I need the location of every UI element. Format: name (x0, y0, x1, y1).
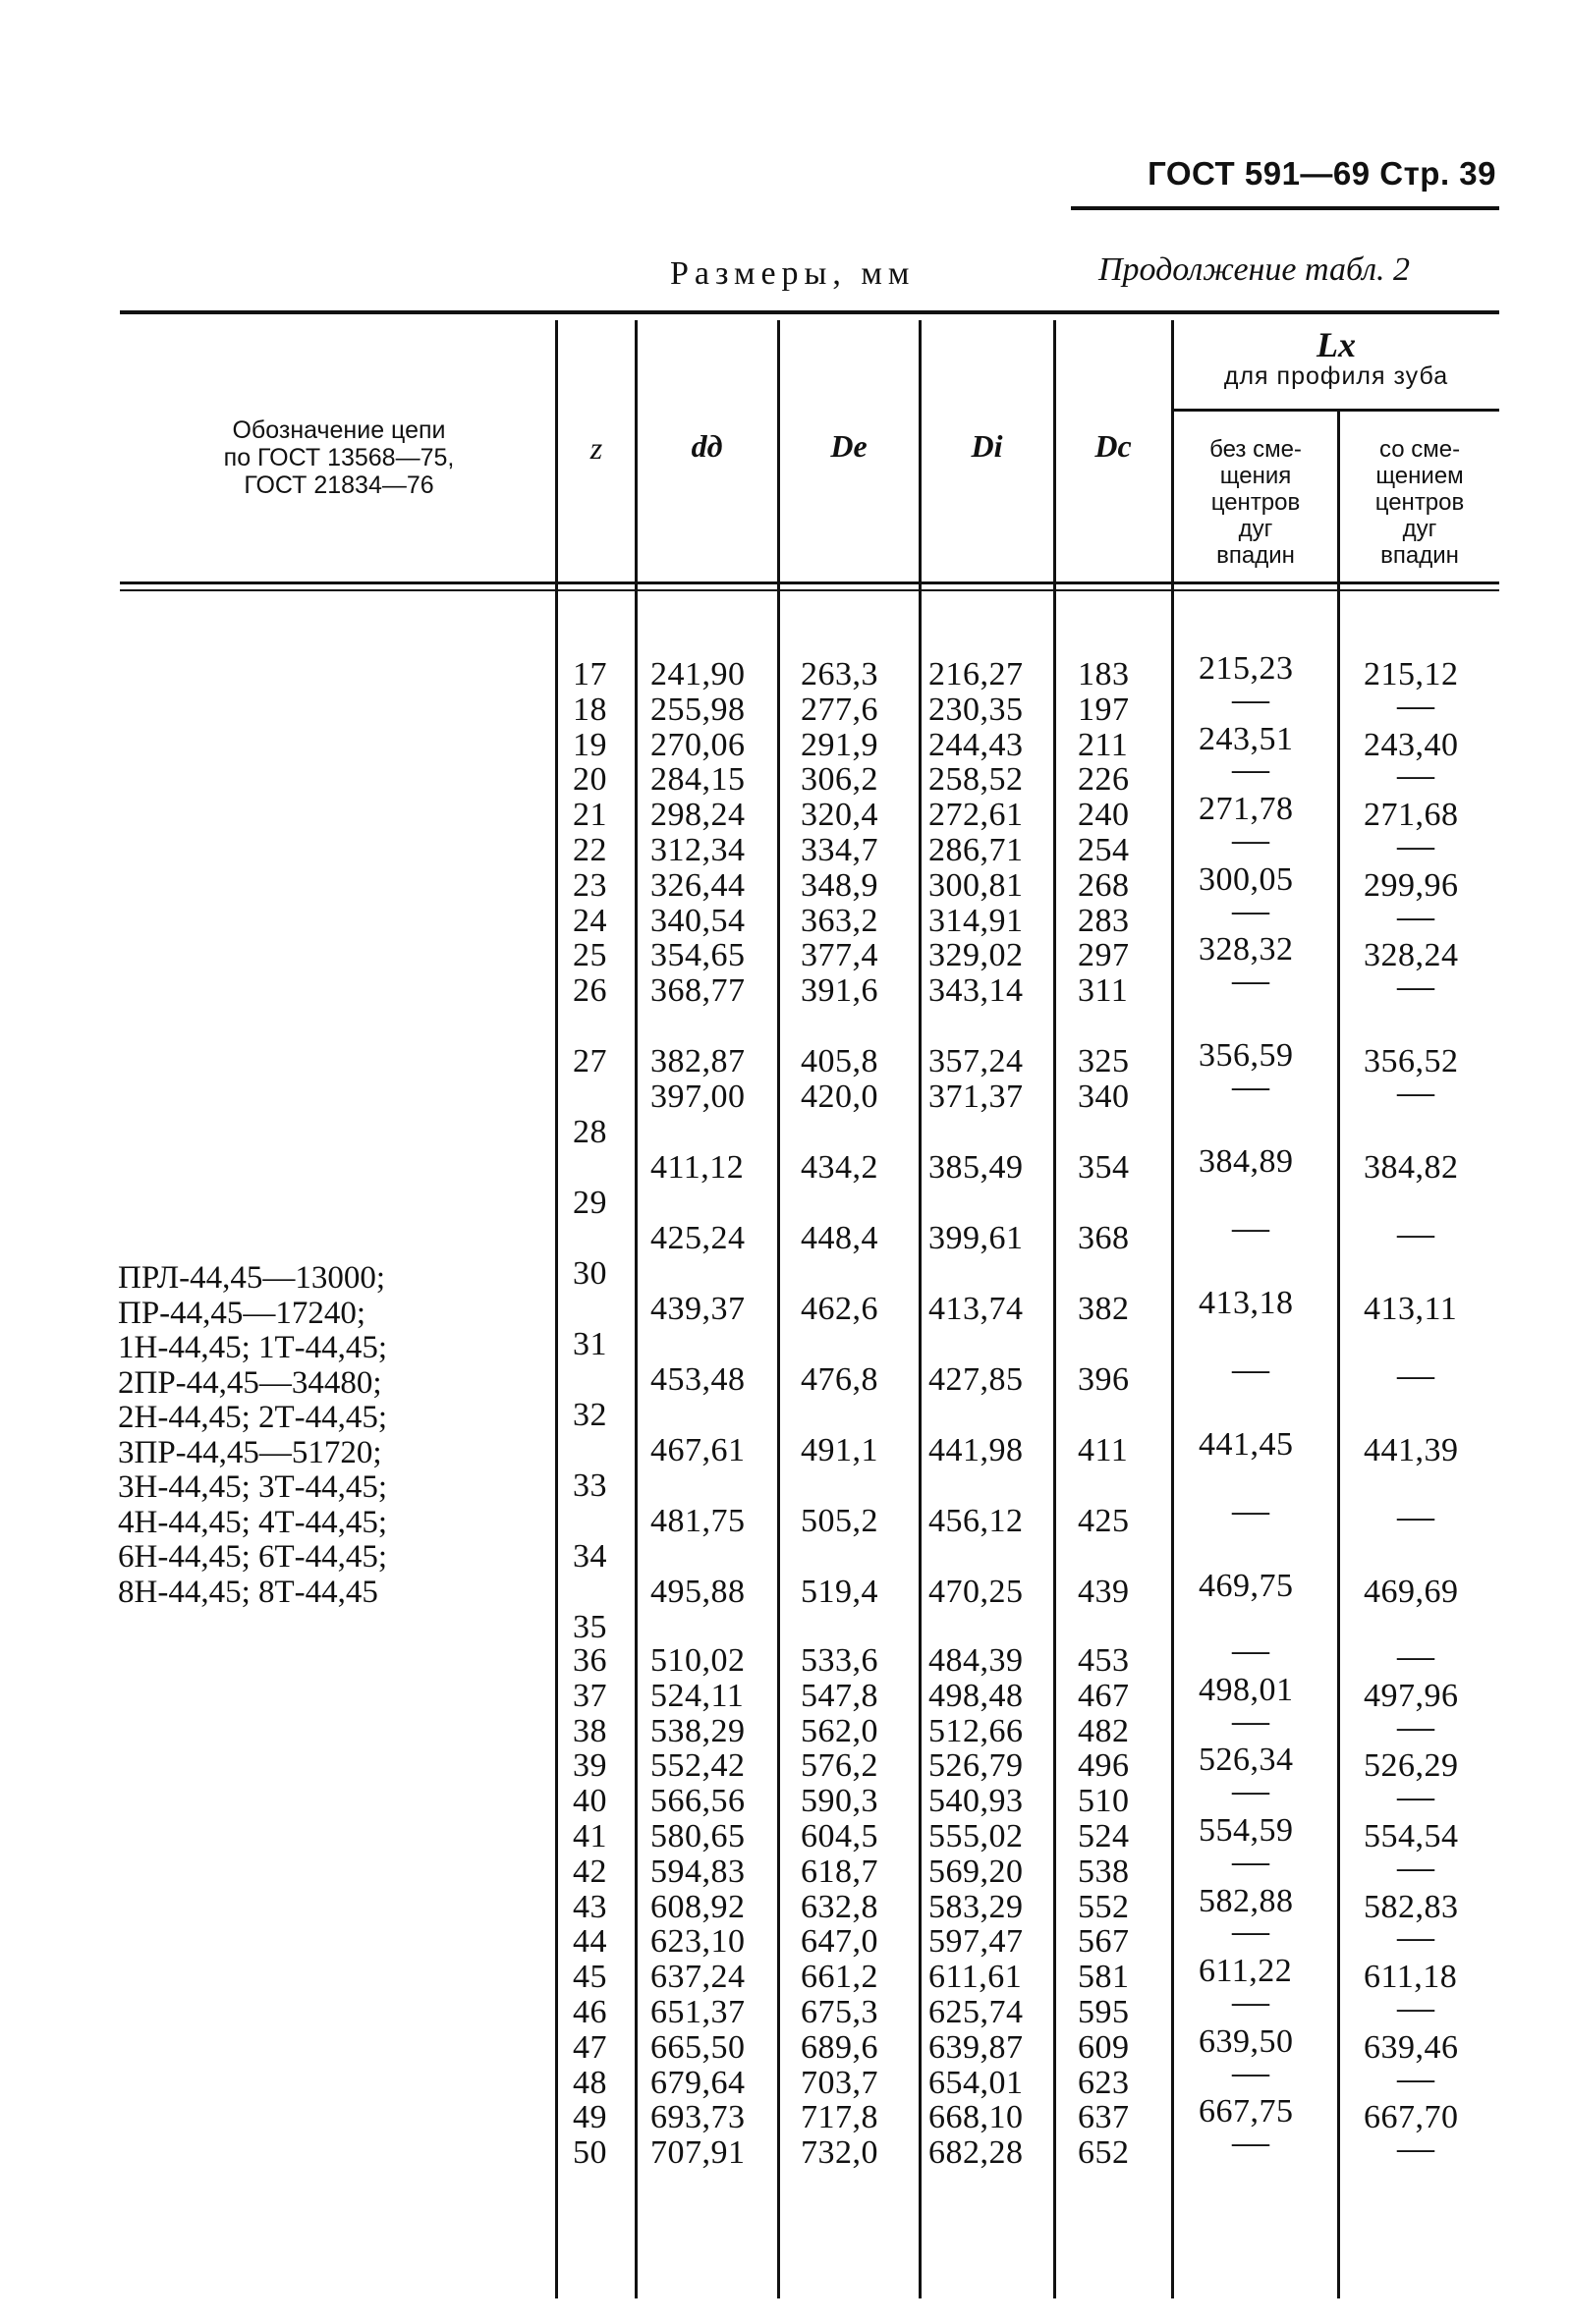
designation-line: ПРЛ-44,45—13000; (118, 1260, 385, 1296)
di-cell: 300,81 (928, 866, 1024, 904)
dc-cell: 368 (1078, 1220, 1130, 1256)
column-divider-dc-right (1171, 320, 1174, 2298)
designation-line: 2Н-44,45; 2Т-44,45; (118, 1400, 388, 1435)
lx-with-shift-dash: — (1397, 1705, 1435, 1747)
lx-no-shift-cell: 667,75 (1199, 2093, 1294, 2130)
lx-no-shift-dash: — (1232, 1770, 1270, 1812)
dc-cell: 425 (1078, 1503, 1130, 1539)
designation-line: 4Н-44,45; 4Т-44,45; (118, 1504, 388, 1540)
di-cell: 357,24 (928, 1043, 1024, 1079)
di-cell: 314,91 (928, 902, 1024, 939)
di-cell: 569,20 (928, 1853, 1024, 1890)
di-cell: 399,61 (928, 1220, 1024, 1256)
dc-header: Dc (1094, 428, 1132, 464)
column-divider-de-right (919, 320, 922, 2298)
dd-cell: 439,37 (650, 1291, 746, 1327)
de-cell: 320,4 (801, 797, 878, 834)
designation-header: Обозначение цепи по ГОСТ 13568—75, ГОСТ 21834—76 (223, 416, 455, 499)
lx-with-shift-dash: — (1397, 1496, 1435, 1537)
designation-line: 3ПР-44,45—51720; (118, 1434, 382, 1470)
lx-no-shift-cell: 639,50 (1199, 2022, 1294, 2060)
de-cell: 306,2 (801, 761, 878, 799)
z-cell: 45 (573, 1959, 607, 1996)
di-cell: 286,71 (928, 832, 1024, 868)
dd-cell: 510,02 (650, 1642, 746, 1679)
lx-no-shift-cell: 413,18 (1199, 1285, 1294, 1321)
designation-line: 3Н-44,45; 3Т-44,45; (118, 1469, 388, 1505)
lx-with-shift-dash: — (1397, 1213, 1435, 1254)
lx-with-shift-cell: 497,96 (1364, 1677, 1459, 1714)
lx-no-shift-cell: 554,59 (1199, 1812, 1294, 1849)
di-cell: 470,25 (928, 1574, 1024, 1610)
dd-cell: 467,61 (650, 1432, 746, 1468)
lx-with-shift-dash: — (1397, 684, 1435, 726)
z-cell: 19 (573, 726, 607, 763)
lx-with-shift-dash: — (1397, 1846, 1435, 1888)
dc-cell: 510 (1078, 1783, 1130, 1820)
dc-cell: 226 (1078, 761, 1130, 799)
de-cell: 689,6 (801, 2028, 878, 2066)
z-cell: 41 (573, 1818, 607, 1854)
dd-cell: 552,42 (650, 1747, 746, 1785)
dc-cell: 183 (1078, 656, 1130, 692)
dc-cell: 268 (1078, 866, 1130, 904)
designation-line: 2ПР-44,45—34480; (118, 1364, 382, 1401)
lx-no-shift-dash: — (1232, 2051, 1270, 2093)
de-cell: 377,4 (801, 937, 878, 974)
lx-no-shift-dash: — (1232, 678, 1270, 720)
lx-with-shift-dash: — (1397, 1916, 1435, 1959)
dd-cell: 340,54 (650, 902, 746, 939)
lx-no-shift-cell: 526,34 (1199, 1742, 1294, 1779)
dd-header: dд (691, 428, 723, 464)
lx-no-shift-cell: 243,51 (1199, 720, 1294, 757)
di-cell: 371,37 (928, 1079, 1024, 1115)
lx-with-shift-cell: 639,46 (1364, 2028, 1459, 2066)
z-cell: 38 (573, 1712, 607, 1749)
z-cell: 43 (573, 1888, 607, 1925)
lx-with-shift-cell: 469,69 (1364, 1574, 1459, 1610)
z-cell: 42 (573, 1853, 607, 1890)
lx-no-shift-dash: — (1232, 889, 1270, 931)
lx-no-shift-cell: 384,89 (1199, 1143, 1294, 1180)
de-cell: 632,8 (801, 1888, 878, 1925)
di-cell: 540,93 (928, 1783, 1024, 1820)
lx-header: Lx (1317, 325, 1356, 364)
z-cell: 24 (573, 902, 607, 939)
column-divider-dd-right (777, 320, 780, 2298)
lx-no-shift-cell: 328,32 (1199, 931, 1294, 968)
lx-with-shift-dash: — (1397, 2128, 1435, 2170)
de-cell: 476,8 (801, 1361, 878, 1398)
with-shift-header: со сме- щением центров дуг впадин (1374, 436, 1465, 569)
lx-with-shift-cell: 328,24 (1364, 937, 1459, 974)
di-cell: 230,35 (928, 691, 1024, 728)
z-cell: 30 (573, 1255, 607, 1292)
dd-cell: 354,65 (650, 937, 746, 974)
dd-cell: 623,10 (650, 1923, 746, 1961)
z-cell: 26 (573, 972, 607, 1010)
z-cell: 27 (573, 1043, 607, 1079)
de-cell: 420,0 (801, 1079, 878, 1115)
dc-cell: 552 (1078, 1888, 1130, 1925)
z-cell: 44 (573, 1923, 607, 1961)
dc-cell: 581 (1078, 1959, 1130, 1996)
lx-with-shift-dash: — (1397, 825, 1435, 866)
dd-cell: 425,24 (650, 1220, 746, 1256)
dd-cell: 298,24 (650, 797, 746, 834)
column-divider-di-right (1053, 320, 1056, 2298)
di-cell: 272,61 (928, 797, 1024, 834)
de-cell: 732,0 (801, 2134, 878, 2172)
di-cell: 498,48 (928, 1677, 1024, 1714)
dd-cell: 368,77 (650, 972, 746, 1010)
lx-with-shift-cell: 384,82 (1364, 1149, 1459, 1186)
dd-cell: 566,56 (650, 1783, 746, 1820)
dc-cell: 453 (1078, 1642, 1130, 1679)
lx-no-shift-dash: — (1232, 1840, 1270, 1882)
di-cell: 258,52 (928, 761, 1024, 799)
di-cell: 654,01 (928, 2064, 1024, 2101)
dd-cell: 651,37 (650, 1994, 746, 2030)
z-cell: 49 (573, 2099, 607, 2136)
dc-cell: 524 (1078, 1818, 1130, 1854)
header-bottom-rule-2 (120, 589, 1499, 591)
dc-cell: 467 (1078, 1677, 1130, 1714)
lx-with-shift-dash: — (1397, 2057, 1435, 2099)
dd-cell: 241,90 (650, 656, 746, 692)
dd-cell: 693,73 (650, 2099, 746, 2136)
de-cell: 533,6 (801, 1642, 878, 1679)
lx-with-shift-cell: 356,52 (1364, 1043, 1459, 1079)
dc-cell: 595 (1078, 1994, 1130, 2030)
lx-no-shift-dash: — (1232, 1349, 1270, 1390)
no-shift-header: без сме- щения центров дуг впадин (1209, 436, 1302, 569)
dd-cell: 284,15 (650, 761, 746, 799)
di-cell: 484,39 (928, 1642, 1024, 1679)
de-cell: 391,6 (801, 972, 878, 1010)
lx-with-shift-cell: 413,11 (1364, 1291, 1458, 1327)
lx-with-shift-dash: — (1397, 1776, 1435, 1818)
di-cell: 583,29 (928, 1888, 1024, 1925)
dc-cell: 411 (1078, 1432, 1129, 1468)
lx-with-shift-cell: 611,18 (1364, 1959, 1458, 1996)
de-cell: 618,7 (801, 1853, 878, 1890)
designation-line: 8Н-44,45; 8Т-44,45 (118, 1574, 378, 1610)
lx-no-shift-dash: — (1232, 1699, 1270, 1742)
lx-with-shift-cell: 271,68 (1364, 797, 1459, 834)
dd-cell: 594,83 (650, 1853, 746, 1890)
de-cell: 661,2 (801, 1959, 878, 1996)
z-cell: 50 (573, 2134, 607, 2172)
di-cell: 456,12 (928, 1503, 1024, 1539)
de-cell: 263,3 (801, 656, 878, 692)
z-cell: 47 (573, 2028, 607, 2066)
lx-no-shift-dash: — (1232, 1066, 1270, 1107)
de-cell: 277,6 (801, 691, 878, 728)
lx-with-shift-cell: 299,96 (1364, 866, 1459, 904)
z-cell: 22 (573, 832, 607, 868)
lx-subheader: для профиля зуба (1223, 362, 1449, 390)
di-cell: 427,85 (928, 1361, 1024, 1398)
dd-cell: 608,92 (650, 1888, 746, 1925)
de-cell: 647,0 (801, 1923, 878, 1961)
lx-no-shift-dash: — (1232, 1630, 1270, 1671)
de-cell: 363,2 (801, 902, 878, 939)
lx-no-shift-dash: — (1232, 1207, 1270, 1248)
dc-cell: 354 (1078, 1149, 1130, 1186)
units-label: Размеры, мм (670, 255, 916, 292)
dc-cell: 637 (1078, 2099, 1130, 2136)
dc-cell: 211 (1078, 726, 1129, 763)
z-cell: 33 (573, 1467, 607, 1504)
de-cell: 590,3 (801, 1783, 878, 1820)
lx-no-shift-cell: 300,05 (1199, 860, 1294, 898)
lx-no-shift-dash: — (1232, 748, 1270, 791)
z-cell: 37 (573, 1677, 607, 1714)
designation-line: 6Н-44,45; 6Т-44,45; (118, 1539, 388, 1575)
dc-cell: 283 (1078, 902, 1130, 939)
de-cell: 519,4 (801, 1574, 878, 1610)
de-header: De (830, 428, 868, 464)
de-cell: 576,2 (801, 1747, 878, 1785)
di-cell: 329,02 (928, 937, 1024, 974)
de-cell: 334,7 (801, 832, 878, 868)
lx-with-shift-cell: 667,70 (1364, 2099, 1459, 2136)
de-cell: 547,8 (801, 1677, 878, 1714)
dd-cell: 255,98 (650, 691, 746, 728)
de-cell: 448,4 (801, 1220, 878, 1256)
lx-with-shift-cell: 554,54 (1364, 1818, 1459, 1854)
di-cell: 625,74 (928, 1994, 1024, 2030)
lx-subheader-rule (1171, 409, 1499, 412)
de-cell: 703,7 (801, 2064, 878, 2101)
lx-with-shift-dash: — (1397, 754, 1435, 797)
lx-with-shift-cell: 215,12 (1364, 656, 1459, 692)
z-cell: 20 (573, 761, 607, 799)
column-divider-lx-middle (1337, 409, 1340, 2298)
z-cell: 23 (573, 866, 607, 904)
de-cell: 604,5 (801, 1818, 878, 1854)
dc-cell: 623 (1078, 2064, 1130, 2101)
lx-no-shift-cell: 215,23 (1199, 650, 1294, 687)
z-cell: 29 (573, 1185, 607, 1221)
lx-no-shift-dash: — (1232, 960, 1270, 1002)
dc-cell: 382 (1078, 1291, 1130, 1327)
di-cell: 682,28 (928, 2134, 1024, 2172)
dd-cell: 411,12 (650, 1149, 745, 1186)
dd-cell: 312,34 (650, 832, 746, 868)
dd-cell: 637,24 (650, 1959, 746, 1996)
dd-cell: 707,91 (650, 2134, 746, 2172)
di-cell: 441,98 (928, 1432, 1024, 1468)
dc-cell: 197 (1078, 691, 1130, 728)
lx-with-shift-dash: — (1397, 966, 1435, 1008)
di-cell: 216,27 (928, 656, 1024, 692)
di-cell: 639,87 (928, 2028, 1024, 2066)
di-cell: 385,49 (928, 1149, 1024, 1186)
designation-line: 1Н-44,45; 1Т-44,45; (118, 1330, 388, 1365)
de-cell: 291,9 (801, 726, 878, 763)
dc-cell: 396 (1078, 1361, 1130, 1398)
de-cell: 675,3 (801, 1994, 878, 2030)
z-cell: 31 (573, 1326, 607, 1362)
dd-cell: 679,64 (650, 2064, 746, 2101)
dc-cell: 311 (1078, 972, 1129, 1010)
dc-cell: 325 (1078, 1043, 1130, 1079)
header-bottom-rule (120, 581, 1499, 584)
lx-with-shift-dash: — (1397, 895, 1435, 937)
de-cell: 405,8 (801, 1043, 878, 1079)
page-header: ГОСТ 591—69 Стр. 39 (1148, 155, 1496, 192)
di-cell: 343,14 (928, 972, 1024, 1010)
dd-cell: 495,88 (650, 1574, 746, 1610)
z-cell: 28 (573, 1114, 607, 1150)
dd-cell: 382,87 (650, 1043, 746, 1079)
di-header: Di (971, 428, 1003, 464)
dc-cell: 439 (1078, 1574, 1130, 1610)
dc-cell: 297 (1078, 937, 1130, 974)
de-cell: 462,6 (801, 1291, 878, 1327)
z-cell: 36 (573, 1642, 607, 1679)
z-cell: 21 (573, 797, 607, 834)
lx-no-shift-cell: 271,78 (1199, 791, 1294, 828)
dd-cell: 538,29 (650, 1712, 746, 1749)
de-cell: 434,2 (801, 1149, 878, 1186)
z-header: z (589, 430, 603, 466)
lx-with-shift-dash: — (1397, 1072, 1435, 1113)
dc-cell: 240 (1078, 797, 1130, 834)
z-cell: 39 (573, 1747, 607, 1785)
lx-no-shift-cell: 469,75 (1199, 1568, 1294, 1604)
de-cell: 491,1 (801, 1432, 878, 1468)
dd-cell: 397,00 (650, 1079, 746, 1115)
dd-cell: 270,06 (650, 726, 746, 763)
di-cell: 668,10 (928, 2099, 1024, 2136)
lx-with-shift-cell: 582,83 (1364, 1888, 1459, 1925)
z-cell: 34 (573, 1538, 607, 1575)
lx-with-shift-dash: — (1397, 1987, 1435, 2028)
table-top-rule (120, 310, 1499, 314)
z-cell: 25 (573, 937, 607, 974)
di-cell: 597,47 (928, 1923, 1024, 1961)
di-cell: 512,66 (928, 1712, 1024, 1749)
lx-no-shift-cell: 441,45 (1199, 1426, 1294, 1463)
continuation-label: Продолжение табл. 2 (1098, 251, 1411, 288)
dc-cell: 340 (1078, 1079, 1130, 1115)
lx-no-shift-cell: 611,22 (1199, 1953, 1293, 1990)
lx-no-shift-dash: — (1232, 1981, 1270, 2022)
lx-no-shift-cell: 582,88 (1199, 1882, 1294, 1919)
z-cell: 46 (573, 1994, 607, 2030)
dc-cell: 538 (1078, 1853, 1130, 1890)
z-cell: 18 (573, 691, 607, 728)
di-cell: 555,02 (928, 1818, 1024, 1854)
lx-no-shift-dash: — (1232, 819, 1270, 860)
column-divider-z-right (635, 320, 638, 2298)
lx-with-shift-dash: — (1397, 1355, 1435, 1396)
di-cell: 244,43 (928, 726, 1024, 763)
de-cell: 562,0 (801, 1712, 878, 1749)
dd-cell: 326,44 (650, 866, 746, 904)
dc-cell: 652 (1078, 2134, 1130, 2172)
z-cell: 32 (573, 1397, 607, 1433)
de-cell: 505,2 (801, 1503, 878, 1539)
z-cell: 17 (573, 656, 607, 692)
lx-with-shift-cell: 526,29 (1364, 1747, 1459, 1785)
lx-no-shift-cell: 498,01 (1199, 1671, 1294, 1708)
dd-cell: 453,48 (650, 1361, 746, 1398)
di-cell: 526,79 (928, 1747, 1024, 1785)
column-divider-z-left (555, 320, 558, 2298)
lx-with-shift-cell: 243,40 (1364, 726, 1459, 763)
dd-cell: 481,75 (650, 1503, 746, 1539)
z-cell: 48 (573, 2064, 607, 2101)
dd-cell: 524,11 (650, 1677, 745, 1714)
z-cell: 40 (573, 1783, 607, 1820)
de-cell: 348,9 (801, 866, 878, 904)
lx-no-shift-cell: 356,59 (1199, 1037, 1294, 1074)
z-cell: 35 (573, 1609, 607, 1645)
dc-cell: 496 (1078, 1747, 1130, 1785)
dc-cell: 567 (1078, 1923, 1130, 1961)
de-cell: 717,8 (801, 2099, 878, 2136)
chain-designations (118, 1261, 387, 1610)
lx-with-shift-dash: — (1397, 1635, 1435, 1677)
dd-cell: 665,50 (650, 2028, 746, 2066)
di-cell: 611,61 (928, 1959, 1023, 1996)
lx-no-shift-dash: — (1232, 2122, 1270, 2164)
header-rule (1071, 206, 1499, 210)
lx-no-shift-dash: — (1232, 1910, 1270, 1953)
dc-cell: 482 (1078, 1712, 1130, 1749)
dc-cell: 254 (1078, 832, 1130, 868)
lx-no-shift-dash: — (1232, 1490, 1270, 1531)
dc-cell: 609 (1078, 2028, 1130, 2066)
di-cell: 413,74 (928, 1291, 1024, 1327)
lx-with-shift-cell: 441,39 (1364, 1432, 1459, 1468)
designation-line: ПР-44,45—17240; (118, 1295, 366, 1331)
dd-cell: 580,65 (650, 1818, 746, 1854)
